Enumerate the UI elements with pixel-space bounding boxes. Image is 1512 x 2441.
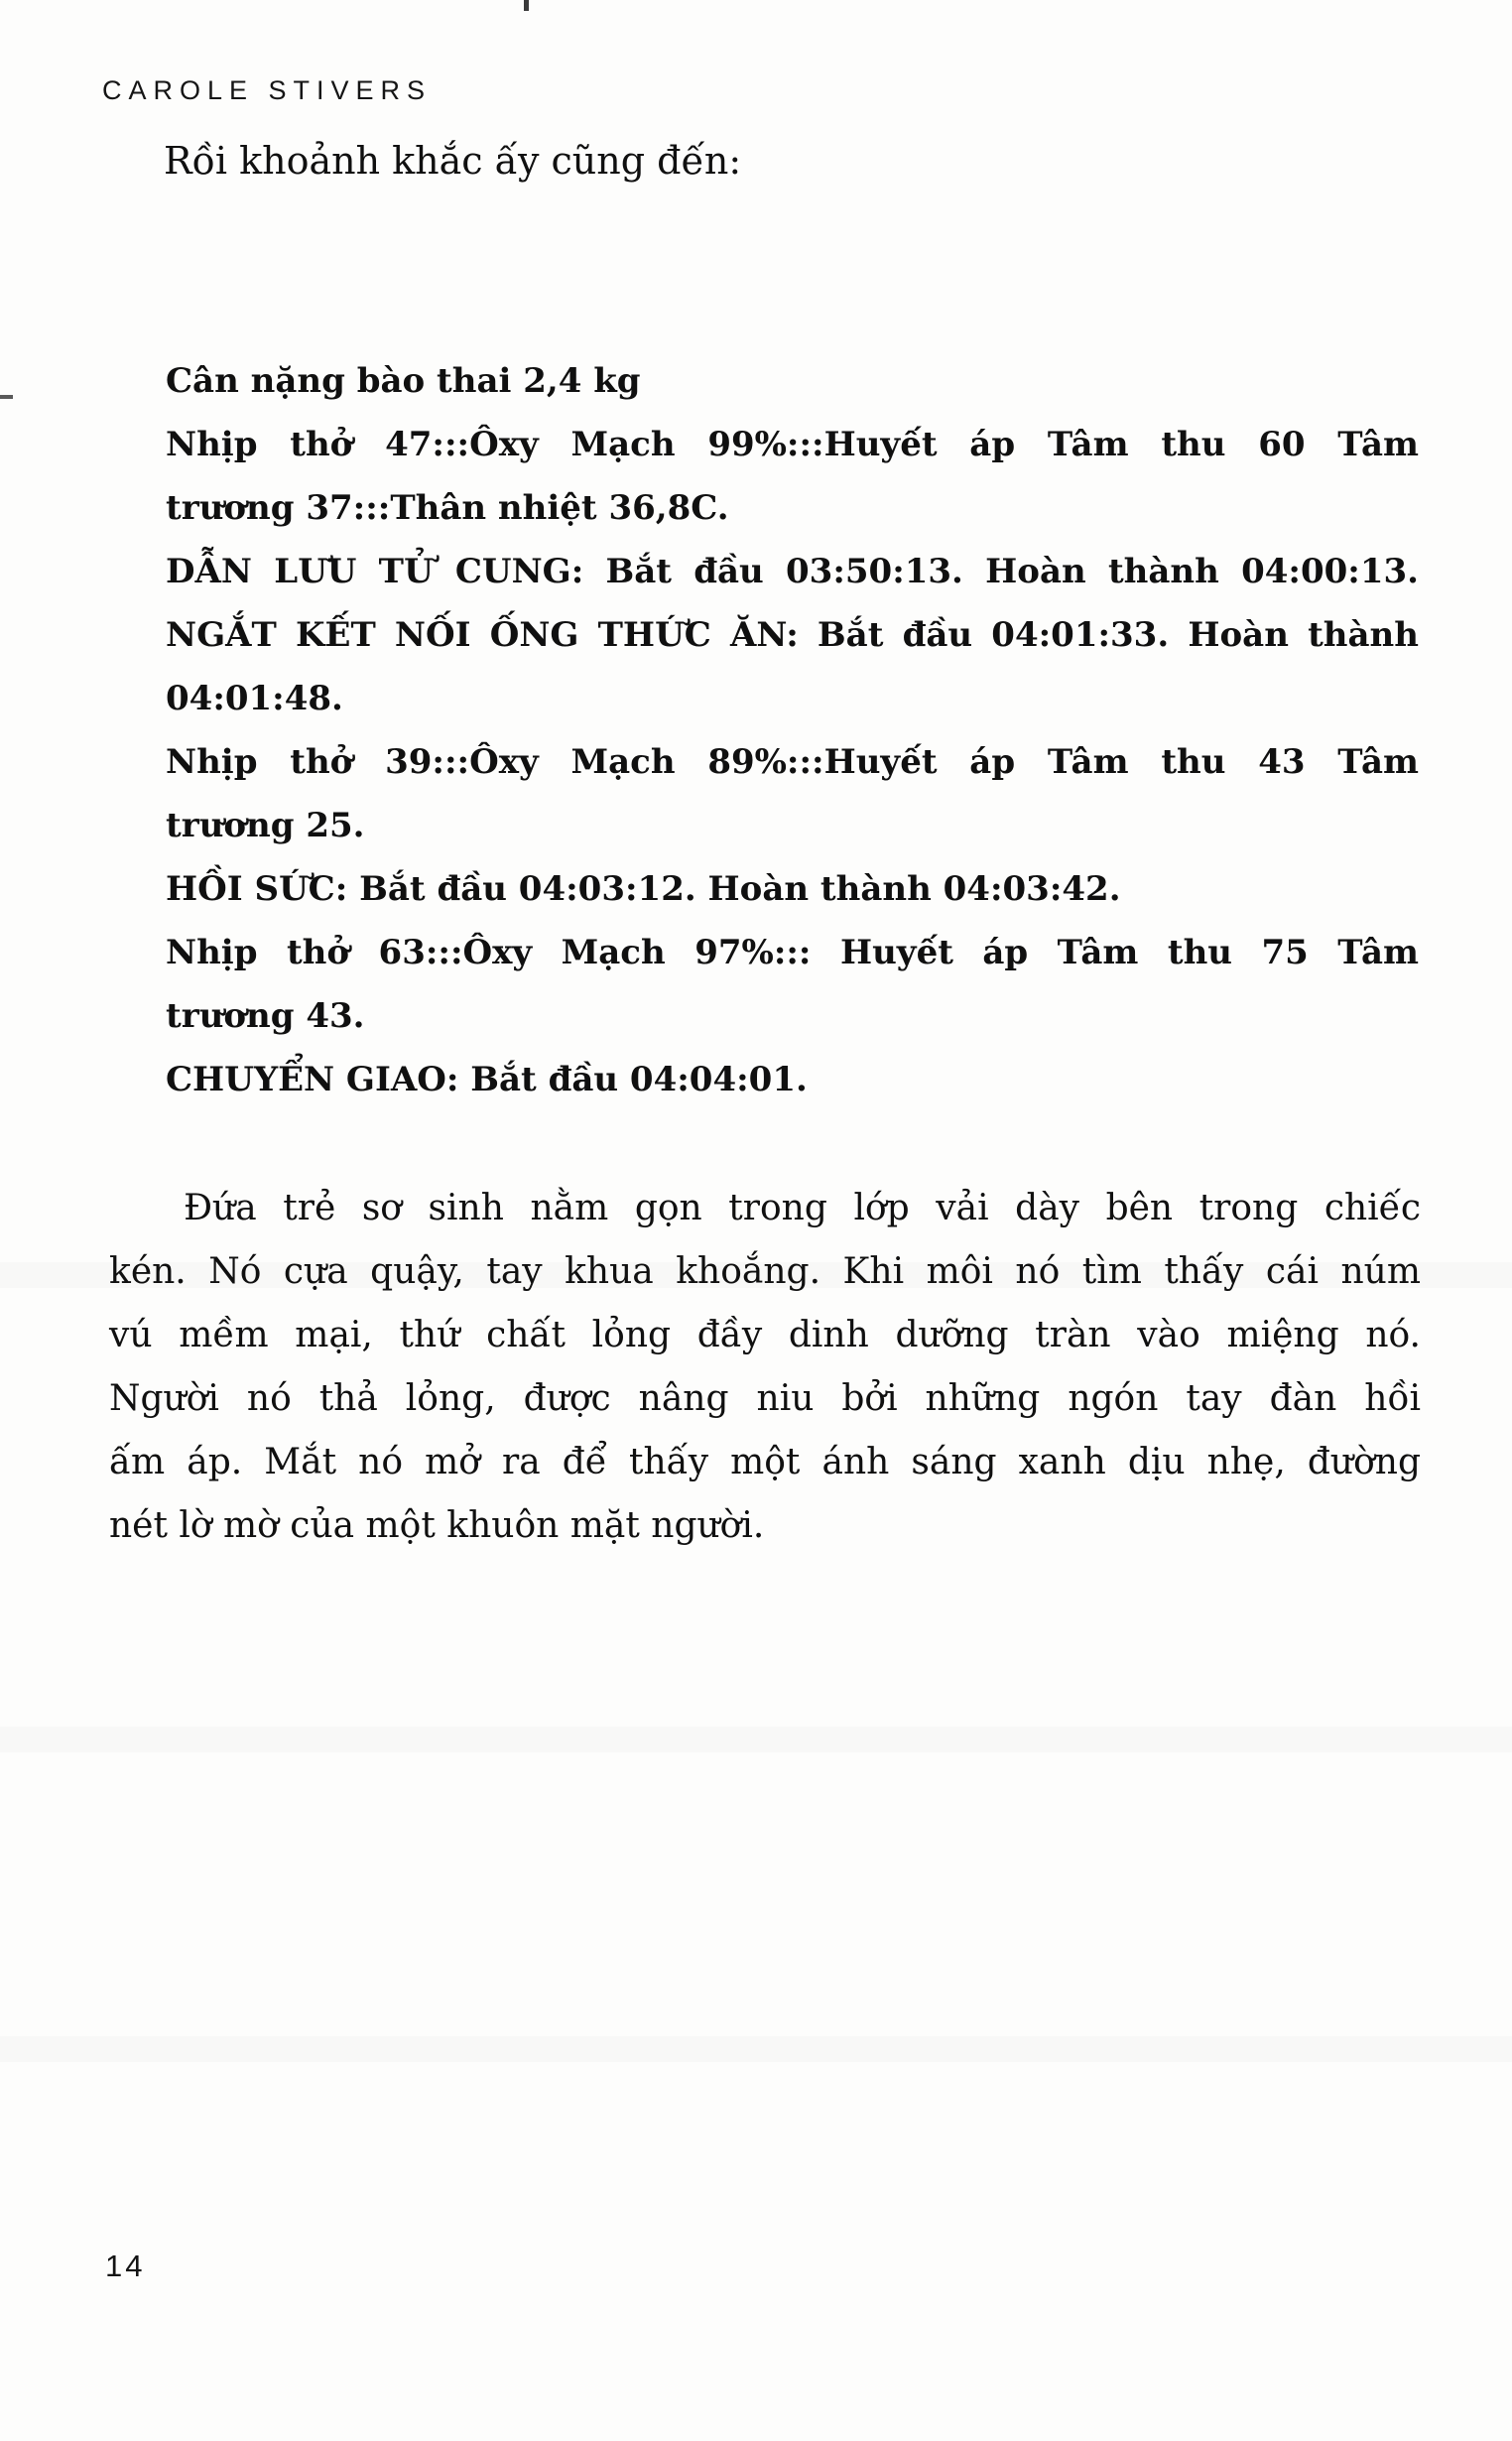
scan-artifact-left-dash bbox=[0, 395, 13, 399]
readout-line: CHUYỂN GIAO: Bắt đầu 04:04:01. bbox=[166, 1060, 808, 1099]
scan-streak bbox=[0, 1727, 1512, 1752]
paragraph-line: kén. Nó cựa quậy, tay khua khoắng. Khi môi nó tìm thấy cái núm bbox=[109, 1251, 1421, 1292]
readout-line: Nhịp thở 39:::Ôxy Mạch 89%:::Huyết áp Tâm thu 43 Tâm bbox=[166, 742, 1419, 782]
readout-line: Cân nặng bào thai 2,4 kg bbox=[166, 361, 641, 401]
scan-streak bbox=[0, 2036, 1512, 2062]
readout-line: DẪN LƯU TỬ CUNG: Bắt đầu 03:50:13. Hoàn thành 04:00:13. bbox=[166, 552, 1419, 591]
readout-line: trương 25. bbox=[166, 806, 365, 845]
scan-artifact-top-tick bbox=[524, 0, 529, 11]
page-number: 14 bbox=[105, 2248, 146, 2283]
readout-line: NGẮT KẾT NỐI ỐNG THỨC ĂN: Bắt đầu 04:01:33. Hoàn thành bbox=[166, 615, 1419, 655]
readout-line: Nhịp thở 47:::Ôxy Mạch 99%:::Huyết áp Tâm thu 60 Tâm bbox=[166, 425, 1419, 464]
paragraph-line: nét lờ mờ của một khuôn mặt người. bbox=[109, 1505, 765, 1546]
paragraph-line: vú mềm mại, thứ chất lỏng đầy dinh dưỡng tràn vào miệng nó. bbox=[109, 1315, 1421, 1355]
paragraph-line: Người nó thả lỏng, được nâng niu bởi những ngón tay đàn hồi bbox=[109, 1378, 1421, 1419]
vitals-readout-block bbox=[166, 349, 1419, 1111]
intro-sentence: Rồi khoảnh khắc ấy cũng đến: bbox=[164, 139, 742, 183]
readout-line: trương 43. bbox=[166, 996, 365, 1036]
paragraph-line: ấm áp. Mắt nó mở ra để thấy một ánh sáng xanh dịu nhẹ, đường bbox=[109, 1442, 1421, 1482]
running-header-author: CAROLE STIVERS bbox=[102, 75, 433, 105]
narrative-paragraph bbox=[109, 1177, 1421, 1558]
paragraph-line: Đứa trẻ sơ sinh nằm gọn trong lớp vải dày bên trong chiếc bbox=[184, 1188, 1421, 1228]
readout-line: 04:01:48. bbox=[166, 679, 343, 718]
readout-line: trương 37:::Thân nhiệt 36,8C. bbox=[166, 488, 729, 528]
readout-line: HỒI SỨC: Bắt đầu 04:03:12. Hoàn thành 04:03:42. bbox=[166, 869, 1121, 909]
readout-line: Nhịp thở 63:::Ôxy Mạch 97%::: Huyết áp Tâm thu 75 Tâm bbox=[166, 933, 1419, 972]
